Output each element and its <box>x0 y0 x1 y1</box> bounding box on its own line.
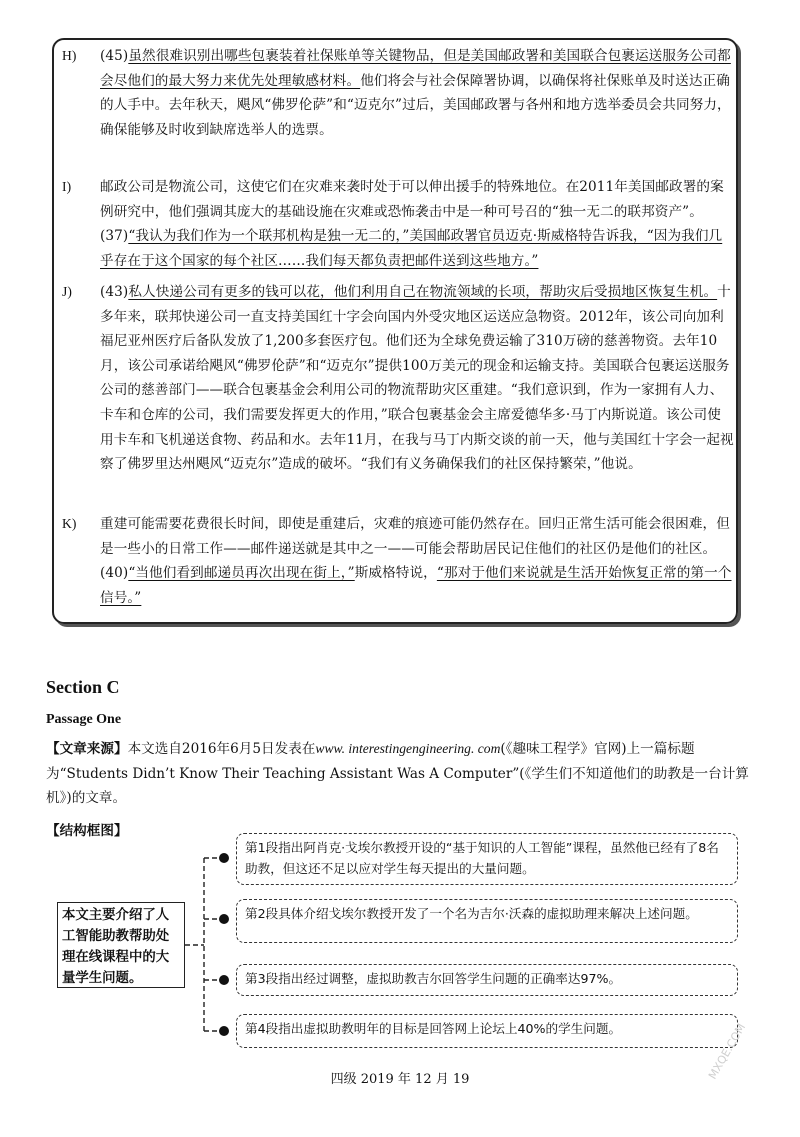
bullet-icon <box>219 853 229 863</box>
question-number: (43) <box>100 284 129 300</box>
paragraph-text: 斯威格特说， <box>354 565 437 582</box>
source-text: 本文选自2016年6月5日发表在 <box>127 741 316 757</box>
bullet-icon <box>219 914 229 924</box>
section-title: Section C <box>46 677 120 697</box>
bullet-icon <box>219 975 229 985</box>
framework-point-4: 第4段指出虚拟助教明年的目标是回答网上论坛上40%的学生问题。 <box>236 1014 738 1048</box>
source-text: (《趣味工程学》官网)上一篇标题为“Students Didn’t Know Their Teaching Assistant Was A Computer”(《学生们不知道他们的助教是一台计算机》)的文章。 <box>46 741 749 807</box>
framework-point-1: 第1段指出阿肖克·戈埃尔教授开设的“基于知识的人工智能”课程，虽然他已经有了8名助教，但这还不足以应对学生每天提出的大量问题。 <box>236 833 738 885</box>
underlined-answer-sentence: “那对于他们来说就是生活开始恢复正常的第一个信号。” <box>100 565 732 606</box>
question-number: (37) <box>100 228 129 245</box>
paragraph-label: J) <box>62 284 73 299</box>
paragraph-text: 他们将会与社会保障署协调，以确保将社保账单及时送达正确的人手中。去年秋天，飓风“佛罗伦萨”和“迈克尔”过后，美国邮政署与各州和地方选举委员会共同努力，确保能够及时收到缺席选举人的选票。 <box>100 72 731 138</box>
passage-title: Passage One <box>46 712 122 727</box>
framework-point-3: 第3段指出经过调整，虚拟助教吉尔回答学生问题的正确率达97%。 <box>236 964 738 996</box>
summary-box: 本文主要介绍了人工智能助教帮助处理在线课程中的大量学生问题。 <box>57 902 185 988</box>
underlined-answer-sentence: “我认为我们作为一个联邦机构是独一无二的，”美国邮政署官员迈克·斯威格特告诉我，“因为我们几乎存在于这个国家的每个社区……我们每天都负责把邮件送到这些地方。” <box>100 228 723 269</box>
paragraph-label: I) <box>62 179 72 194</box>
paragraph-text: 十多年来，联邦快递公司一直支持美国红十字会向国内外受灾地区运送应急物资。2012年，该公司向加利福尼亚州医疗后备队发放了1,200多套医疗包。他们还为全球免费运输了310万磅的慈善物资。去年10月，该公司承诺给飓风“佛罗伦萨”和“迈克尔”提供100万美元的现金和运输支持。美国联合包裹运送服务公司的慈善部门——联合包裹基金会利用公司的物流帮助灾区重建。“我们意识到，作为一家拥有人力、卡车和仓库的公司，我们需要发挥更大的作用，”联合包裹基金会主席爱德华多·马丁内斯说道。该公司使用卡车和飞机递送食物、药品和水。去年11月，在我与马丁内斯交谈的前一天，他与美国红十字会一起视察了佛罗里达州飓风“迈克尔”造成的破坏。“我们有义务确保我们的社区保持繁荣，”他说。 <box>100 284 734 473</box>
question-number: (45) <box>100 48 129 64</box>
underlined-answer-sentence: 私人快递公司有更多的钱可以花，他们利用自己在物流领域的长项，帮助灾后受损地区恢复生机。 <box>128 284 718 300</box>
paragraph-label: K) <box>62 516 77 531</box>
underlined-answer-sentence: “当他们看到邮递员再次出现在街上，” <box>128 565 355 582</box>
page-footer: 四级 2019 年 12 月 19 <box>330 1072 470 1087</box>
source-site: www. interestingengineering. com <box>315 741 501 756</box>
paragraph-label: H) <box>62 48 77 63</box>
paragraph-text: 邮政公司是物流公司，这使它们在灾难来袭时处于可以伸出援手的特殊地位。在2011年美国邮政署的案例研究中，他们强调其庞大的基础设施在灾难或恐怖袭击中是一种可号召的“独一无二的联邦资产”。 <box>100 179 724 220</box>
source-label: 【文章来源】 <box>46 741 128 757</box>
framework-point-2: 第2段具体介绍戈埃尔教授开发了一个名为吉尔·沃森的虚拟助理来解决上述问题。 <box>236 899 738 943</box>
bullet-icon <box>219 1026 229 1036</box>
paragraph-text: 重建可能需要花费很长时间，即使是重建后，灾难的痕迹可能仍然存在。回归正常生活可能会很困难，但是一些小的日常工作——邮件递送就是其中之一——可能会帮助居民记住他们的社区仍是他们的社区。 <box>100 516 730 557</box>
question-number: (40) <box>100 565 129 582</box>
underlined-answer-sentence: 虽然很难识别出哪些包裹装着社保账单等关键物品，但是美国邮政署和美国联合包裹运送服务公司都会尽他们的最大努力来优先处理敏感材料。 <box>100 48 731 89</box>
watermark: MXQE.COM <box>706 1021 749 1082</box>
framework-label: 【结构框图】 <box>46 823 128 839</box>
